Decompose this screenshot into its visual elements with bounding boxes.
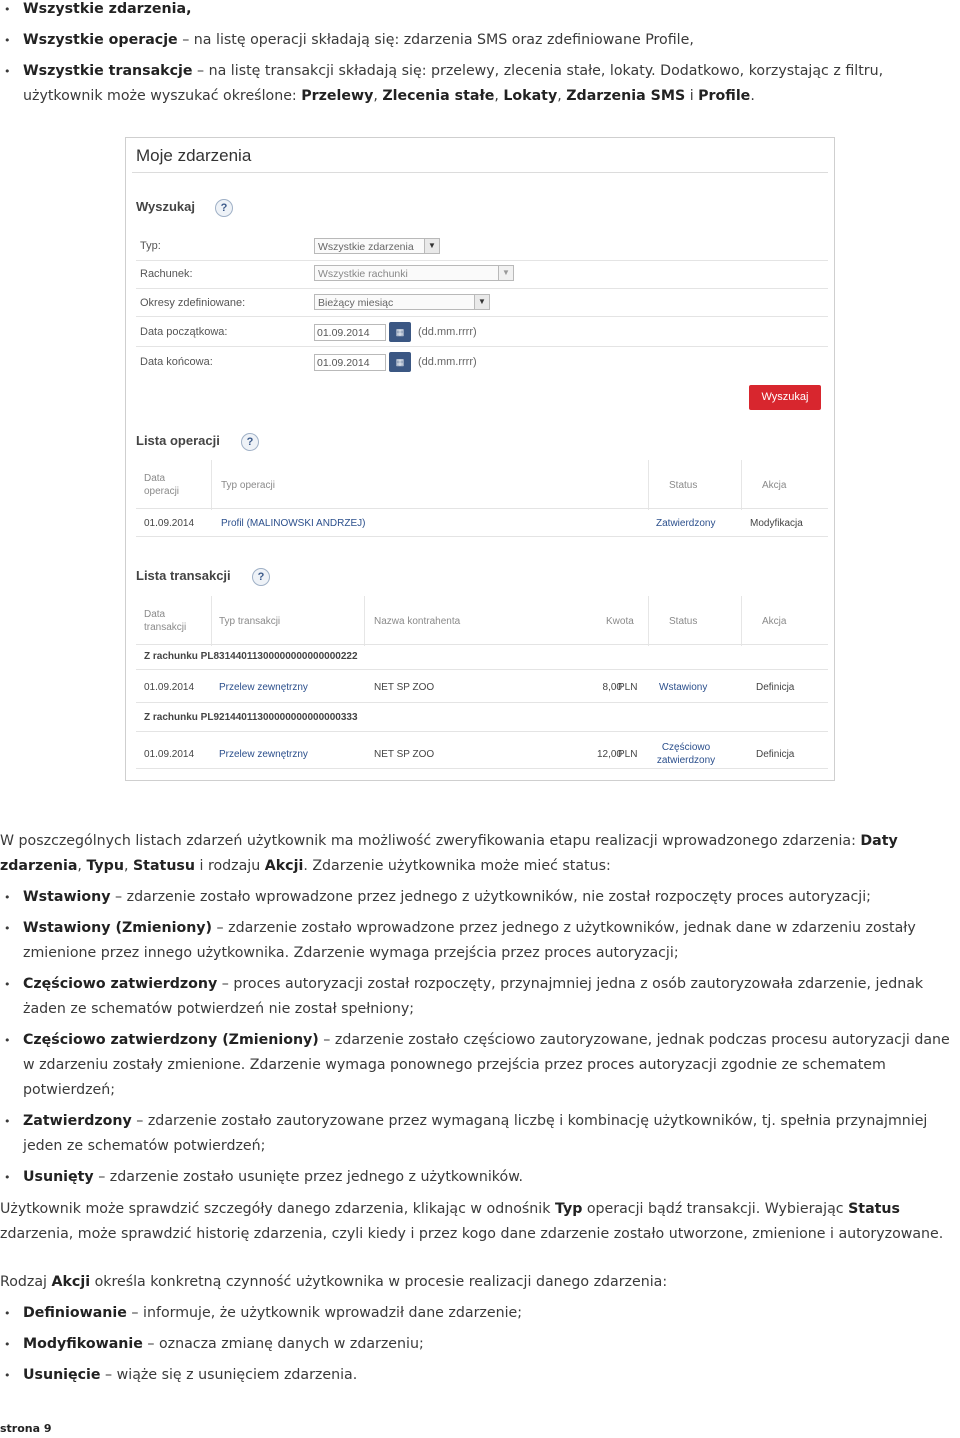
list-item: • Modyfikowanie – oznacza zmianę danych w zdarzeniu; bbox=[0, 1332, 960, 1357]
search-button[interactable]: Wyszukaj bbox=[749, 385, 821, 410]
list-item: • Wszystkie zdarzenia, bbox=[0, 0, 960, 22]
help-icon[interactable]: ? bbox=[241, 433, 259, 451]
operation-status-link[interactable]: Zatwierdzony bbox=[656, 518, 716, 529]
divider bbox=[136, 288, 828, 289]
transaction-date: 01.09.2014 bbox=[144, 749, 195, 760]
list-item: • Usunięty – zdarzenie zostało usunięte przez jednego z użytkowników. bbox=[0, 1165, 960, 1190]
list-item: • Wszystkie operacje – na listę operacji składają się: zdarzenia SMS oraz zdefiniowane Profile, bbox=[0, 28, 960, 53]
column-header: Data operacji bbox=[144, 473, 180, 497]
list-item: • Częściowo zatwierdzony (Zmieniony) – zdarzenie zostało częściowo zautoryzowane, jednak podczas procesu autoryzacji dane w zdarzeniu zostały zmienione. Zdarzenie wymaga ponownego przejścia przez proces autoryzacji zgodnie ze schematem potwierdzeń; bbox=[0, 1028, 960, 1103]
divider bbox=[136, 644, 828, 645]
column-header: Status bbox=[669, 616, 698, 627]
paragraph: Użytkownik może sprawdzić szczegóły danego zdarzenia, klikając w odnośnik Typ operacji bądź transakcji. Wybierając Status zdarzenia, może sprawdzić historię zdarzenia, czyli kiedy i przez kogo dane zdarzenie zostało utworzone, zmienione i autoryzowane. bbox=[0, 1201, 944, 1242]
divider bbox=[648, 460, 649, 510]
operation-action: Modyfikacja bbox=[750, 518, 803, 529]
column-header: Akcja bbox=[762, 480, 787, 491]
calendar-icon[interactable]: ▦ bbox=[389, 322, 411, 342]
transaction-action: Definicja bbox=[756, 682, 795, 693]
list-item: • Wszystkie transakcje – na listę transakcji składają się: przelewy, zlecenia stałe, lokaty. Dodatkowo, korzystając z filtru, użytkownik może wyszukać określone: Przelewy, Zlecenia stałe, Lokaty, Zdarzenia SMS i Profile. bbox=[0, 59, 960, 109]
column-header: Nazwa kontrahenta bbox=[374, 616, 461, 627]
operations-title: Lista operacji bbox=[136, 433, 220, 448]
end-date-input[interactable]: 01.09.2014 bbox=[314, 354, 386, 371]
period-select[interactable]: Bieżący miesiąc ▼ bbox=[314, 294, 490, 310]
intro-list bbox=[0, 0, 960, 115]
transaction-status-link[interactable]: Częściowo zatwierdzony bbox=[656, 742, 716, 766]
help-icon[interactable]: ? bbox=[215, 199, 233, 217]
divider bbox=[136, 316, 828, 317]
divider bbox=[136, 768, 828, 769]
status-list bbox=[0, 885, 960, 1196]
list-item: • Częściowo zatwierdzony – proces autoryzacji został rozpoczęty, przynajmniej jedna z osób zautoryzowała zdarzenie, jednak żaden ze schematów potwierdzeń nie został spełniony; bbox=[0, 972, 960, 1022]
column-header: Typ operacji bbox=[221, 480, 275, 491]
column-header: Kwota bbox=[606, 616, 634, 627]
divider bbox=[741, 460, 742, 510]
column-header: Status bbox=[669, 480, 698, 491]
type-select[interactable]: Wszystkie zdarzenia ▼ bbox=[314, 238, 440, 254]
paragraph: W poszczególnych listach zdarzeń użytkownik ma możliwość zweryfikowania etapu realizacji wprowadzonego zdarzenia: Daty zdarzenia, Typu, Statusu i rodzaju Akcji. Zdarzenie użytkownika może mieć status: bbox=[0, 833, 898, 874]
divider bbox=[136, 508, 828, 509]
account-group-header: Z rachunku PL92144011300000000000000333 bbox=[144, 712, 358, 723]
divider bbox=[364, 596, 365, 646]
panel-title: Moje zdarzenia bbox=[136, 146, 252, 165]
action-list bbox=[0, 1301, 960, 1394]
events-screenshot bbox=[125, 137, 835, 781]
divider bbox=[211, 460, 212, 510]
transaction-currency: PLN bbox=[618, 682, 638, 693]
search-title: Wyszukaj bbox=[136, 199, 196, 214]
divider bbox=[136, 669, 828, 670]
divider bbox=[136, 731, 828, 732]
divider bbox=[136, 702, 828, 703]
divider bbox=[136, 346, 828, 347]
list-item: • Wstawiony (Zmieniony) – zdarzenie zostało wprowadzone przez jednego z użytkowników, jednak dane w zdarzeniu zostały zmienione przez innego użytkownika. Zdarzenie wymaga przejścia przez proces autoryzacji; bbox=[0, 916, 960, 966]
column-header: Typ transakcji bbox=[219, 616, 281, 627]
transaction-amount: 8,00 bbox=[602, 682, 622, 693]
transactions-title: Lista transakcji bbox=[136, 568, 231, 583]
divider bbox=[211, 596, 212, 646]
operation-date: 01.09.2014 bbox=[144, 518, 195, 529]
list-item: • Zatwierdzony – zdarzenie zostało zautoryzowane przez wymaganą liczbę i kombinację użytkowników, tj. spełnia przynajmniej jeden ze schematów potwierdzeń; bbox=[0, 1109, 960, 1159]
divider bbox=[132, 172, 828, 173]
paragraph: Rodzaj Akcji określa konkretną czynność użytkownika w procesie realizacji danego zdarzenia: bbox=[0, 1274, 668, 1290]
chevron-down-icon: ▼ bbox=[498, 266, 513, 280]
date-format-hint: (dd.mm.rrrr) bbox=[418, 356, 477, 368]
page-number: strona 9 bbox=[0, 1422, 52, 1435]
help-icon[interactable]: ? bbox=[252, 568, 270, 586]
divider bbox=[741, 596, 742, 646]
type-label: Typ: bbox=[140, 240, 161, 252]
transaction-action: Definicja bbox=[756, 749, 795, 760]
start-date-input[interactable]: 01.09.2014 bbox=[314, 324, 386, 341]
transaction-currency: PLN bbox=[618, 749, 638, 760]
calendar-icon[interactable]: ▦ bbox=[389, 352, 411, 372]
start-date-label: Data początkowa: bbox=[140, 326, 228, 338]
list-item: • Usunięcie – wiąże się z usunięciem zdarzenia. bbox=[0, 1363, 960, 1388]
account-select[interactable]: Wszystkie rachunki ▼ bbox=[314, 265, 514, 281]
transaction-amount: 12,00 bbox=[596, 749, 622, 760]
chevron-down-icon: ▼ bbox=[424, 239, 439, 253]
list-item: • Wstawiony – zdarzenie zostało wprowadzone przez jednego z użytkowników, nie został rozpoczęty proces autoryzacji; bbox=[0, 885, 960, 910]
operation-type-link[interactable]: Profil (MALINOWSKI ANDRZEJ) bbox=[221, 518, 366, 529]
transaction-type-link[interactable]: Przelew zewnętrzny bbox=[219, 749, 308, 760]
list-item: • Definiowanie – informuje, że użytkownik wprowadził dane zdarzenie; bbox=[0, 1301, 960, 1326]
transaction-contractor: NET SP ZOO bbox=[374, 682, 435, 693]
divider bbox=[136, 260, 828, 261]
divider bbox=[136, 536, 828, 537]
account-group-header: Z rachunku PL83144011300000000000000222 bbox=[144, 651, 358, 662]
transaction-status-link[interactable]: Wstawiony bbox=[659, 682, 708, 693]
divider bbox=[648, 596, 649, 646]
transaction-contractor: NET SP ZOO bbox=[374, 749, 435, 760]
transaction-type-link[interactable]: Przelew zewnętrzny bbox=[219, 682, 308, 693]
period-label: Okresy zdefiniowane: bbox=[140, 297, 246, 309]
column-header: Akcja bbox=[762, 616, 787, 627]
end-date-label: Data końcowa: bbox=[140, 356, 213, 368]
column-header: Data transakcji bbox=[144, 609, 187, 633]
date-format-hint: (dd.mm.rrrr) bbox=[418, 326, 477, 338]
chevron-down-icon: ▼ bbox=[474, 295, 489, 309]
account-label: Rachunek: bbox=[140, 268, 193, 280]
transaction-date: 01.09.2014 bbox=[144, 682, 195, 693]
